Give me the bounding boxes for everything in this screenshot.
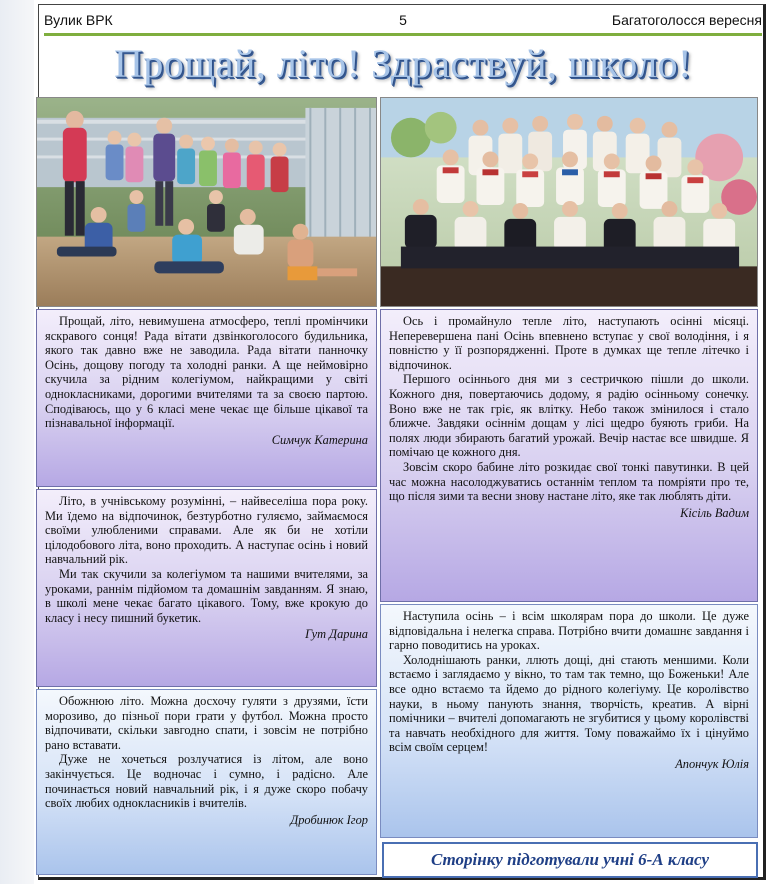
article-simchuk: [36, 309, 377, 487]
page-credits: Сторінку підготували учні 6-А класу: [382, 842, 758, 878]
article-paragraph: Зовсім скоро бабине літо розкидає свої тонкі павутинки. В цей час можна насолоджуватись останнім теплом та помріяти про те, що після зими та весни знову настане літо, яке так люблять діти.: [389, 459, 749, 504]
article-signature: Гут Дарина: [305, 627, 368, 642]
article-signature: Кісіль Вадим: [680, 505, 749, 520]
article-text: Прощай, літо, невимушена атмосферо, теплі промінчики яскравого сонця! Рада вітати дзвінкоголосого будильника, якого так давно вже не заводила. Рада вітати панночку Осінь, дощову погоду та холодні ранки. А ще неймовірно скучила за рідним колегіумом, найкращими у світі однокласниками, дорогими вчителями та за своєю партою. Сподіваюсь, що у 6 класі мене чекає ще більше цікавої та пізнавальної інформації.: [45, 314, 368, 431]
article-paragraph: Ось і промайнуло тепле літо, наступають осінні місяці. Неперевершена пані Осінь впевнено вступає у свої володіння, і я повністю у її розпорядженні. Проте в думках ще тепле літечко і відпочинок.: [389, 314, 749, 372]
article-aponchuk: [380, 604, 758, 838]
running-header: [44, 8, 762, 32]
photo-class-image: [381, 98, 757, 306]
photo-summer-camp-group: [36, 97, 377, 307]
article-kisil: [380, 309, 758, 602]
photo-class-group: [380, 97, 758, 307]
article-paragraph: Літо, в учнівському розумінні, – найвеселіша пора року. Ми їдемо на відпочинок, безтурботно гуляємо, займаємося своїми улюбленими справами. Але як би не хотіли цілодобового літа, воно проходить. А наступає осінь і новий навчальний рік.: [45, 494, 368, 567]
article-paragraph: Холоднішають ранки, ллють дощі, дні стають меншими. Коли встаємо і заглядаємо у вікно, то там так темно, що Боженьки! Але все одно встаємо та йдемо до рідного колегіуму. Це королівство науки, в ньому панують знання, творчість, креатив. А вірні помічники – вчителі допомагають не згубитися у цьому королівстві та навчать необхідного для життя. Тому поважаймо їх і цінуймо всім своїм серцем!: [389, 652, 749, 755]
article-signature: Дробинюк Ігор: [290, 812, 368, 827]
photo-summer-camp-image: [37, 98, 376, 306]
article-paragraph: Обожнюю літо. Можна досхочу гуляти з друзями, їсти морозиво, до пізньої пори грати у футбол. Можна просто відпочивати, скільки завгодно спати, і зовсім не потрібно рано вставати.: [45, 694, 368, 752]
article-signature: Симчук Катерина: [271, 432, 368, 447]
article-paragraph: Дуже не хочеться розлучатися із літом, але воно закінчується. Це водночас і сумно, і радісно. Але починається новий навчальний рік, і я дуже скоро побачу своїх любих однокласників і вчителів.: [45, 752, 368, 811]
article-drobyniuk: [36, 689, 377, 875]
article-paragraph: Ми так скучили за колегіумом та нашими вчителями, за уроками, раннім підйомом та домашнім завданням. Я знаю, в школі мене чекає багато цікавого. Тому, вже крокую до класу і несу пишний букетик.: [45, 566, 368, 625]
page-title: Прощай, літо! Здраствуй, школо!: [114, 41, 692, 86]
article-signature: Апончук Юлія: [675, 756, 749, 771]
article-paragraph: Першого осіннього дня ми з сестричкою пішли до школи. Кожного дня, повертаючись додому, я радію осінньому сонечку. Воно вже не так гріє, як влітку. Небо також змінилося і стало ближче. Завдяки осіннім дощам у лісі щедро буяють гриби. На полях люди збирають багатий урожай. Вечір настає все швидше. Я помічаю це кожного дня.: [389, 372, 749, 460]
header-page-number: 5: [399, 12, 407, 28]
header-issue-title: Багатоголосся вересня: [611, 12, 762, 28]
header-divider: [44, 33, 762, 36]
article-paragraph: Наступила осінь – і всім школярам пора до школи. Це дуже відповідальна і нелегка справа. Потрібно вчити домашнє завдання і гарно поводитись на уроках.: [389, 609, 749, 653]
page-margin-strip: [0, 0, 34, 884]
article-hut: [36, 489, 377, 687]
header-publication: Вулик ВРК: [44, 12, 113, 28]
